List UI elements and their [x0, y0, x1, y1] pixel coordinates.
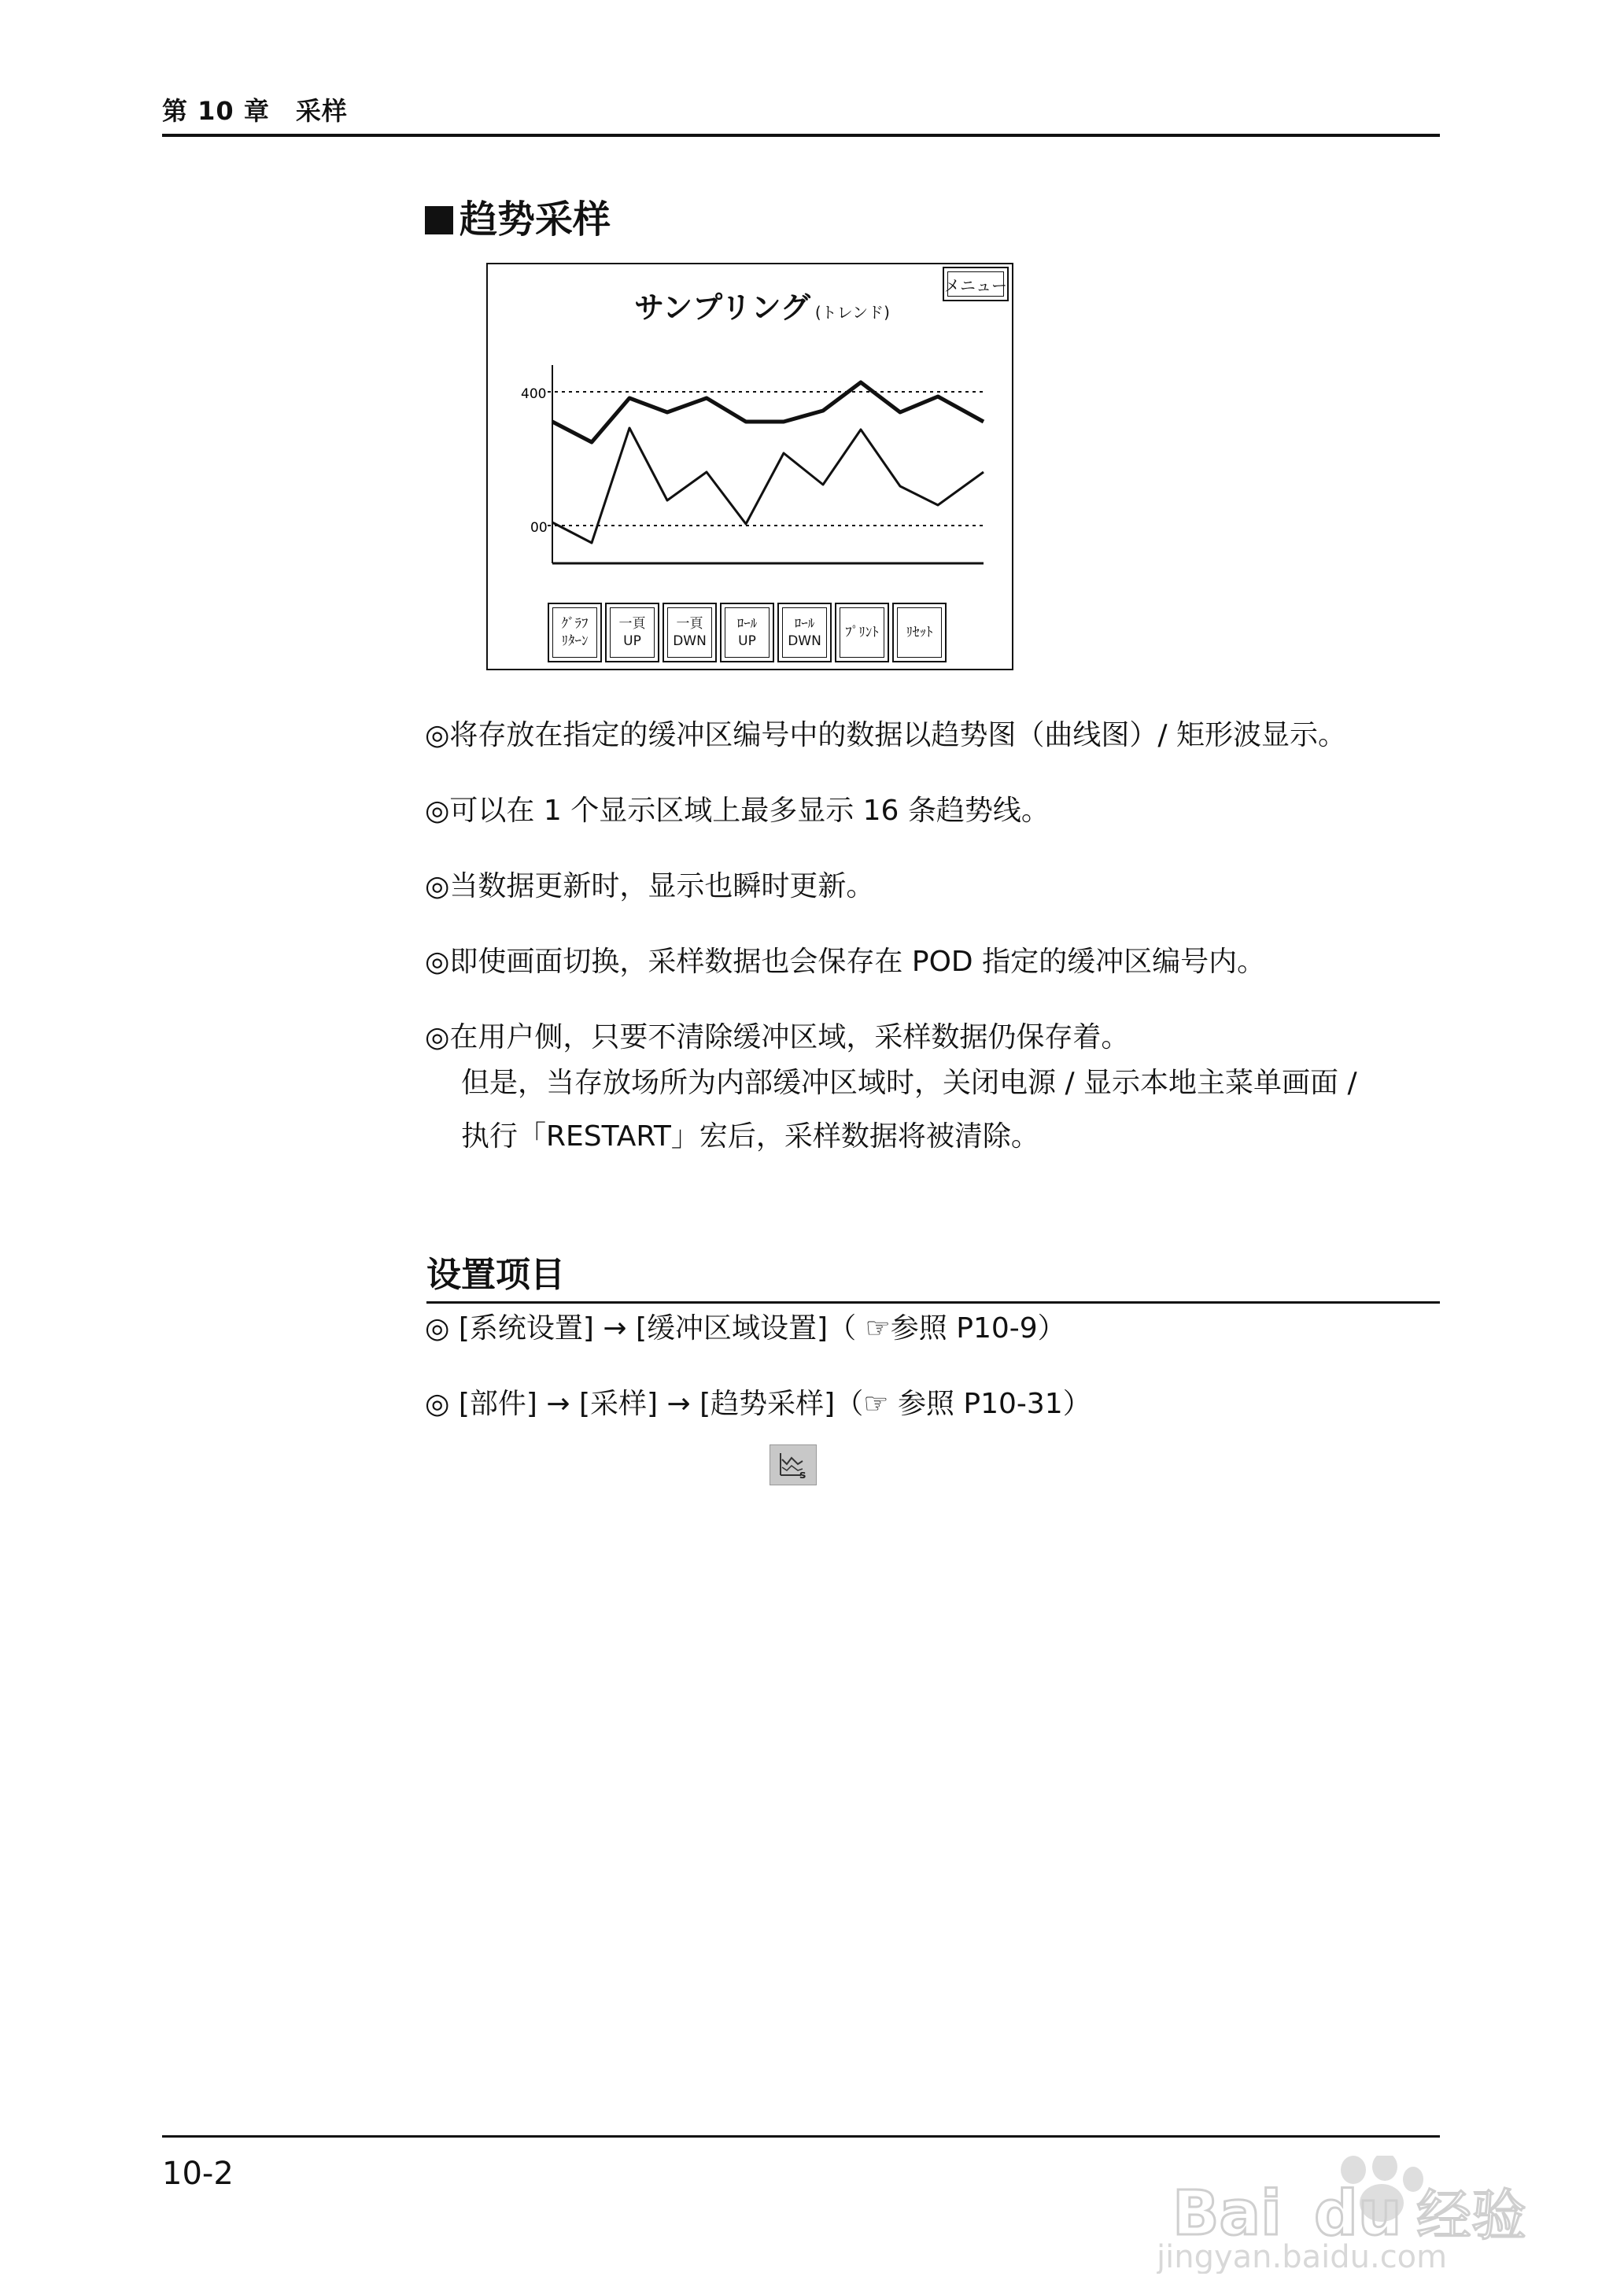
bullet-paragraph: ◎可以在 1 个显示区域上最多显示 16 条趋势线。	[425, 795, 1050, 827]
y-tick-label-400: 400	[521, 386, 547, 402]
settings-rule	[426, 1301, 1440, 1304]
baidu-paw-logo	[1157, 2156, 1550, 2274]
svg-text:经验: 经验	[1416, 2183, 1526, 2248]
graph-return-button[interactable]: ｸﾞﾗﾌ ﾘﾀｰﾝ	[548, 603, 602, 662]
trend-screen-mockup	[486, 263, 1013, 670]
bullet-paragraph: ◎即使画面切换，采样数据也会保存在 POD 指定的缓冲区编号内。	[425, 946, 1266, 978]
section-title-text: 趋势采样	[460, 197, 611, 242]
header-rule	[162, 134, 1440, 137]
bullet-continuation: 执行「RESTART」宏后，采样数据将被清除。	[461, 1120, 1039, 1153]
square-bullet-icon	[425, 206, 453, 234]
roll-up-button[interactable]: ﾛｰﾙ UP	[720, 603, 774, 662]
roll-down-button[interactable]: ﾛｰﾙ DWN	[777, 603, 832, 662]
section-title	[425, 189, 611, 243]
page-number: 10-2	[162, 2156, 234, 2192]
trend-chart	[488, 264, 1013, 595]
screen-title: サンプリング (トレンド)	[634, 290, 890, 325]
reset-button[interactable]: ﾘｾｯﾄ	[892, 603, 947, 662]
page-up-button[interactable]: 一頁 UP	[605, 603, 659, 662]
settings-item: ◎ [部件] → [采样] → [趋势采样]（☞ 参照 P10-31）	[425, 1388, 1091, 1420]
print-button[interactable]: ﾌﾟﾘﾝﾄ	[835, 603, 889, 662]
chapter-header: 第 10 章 采样	[162, 96, 348, 126]
menu-button[interactable]: メニュー	[943, 267, 1009, 301]
page-down-button[interactable]: 一頁 DWN	[663, 603, 717, 662]
settings-title: 设置项目	[426, 1255, 565, 1295]
bullet-paragraph: ◎当数据更新时，显示也瞬时更新。	[425, 870, 875, 902]
svg-text:jingyan.baidu.com: jingyan.baidu.com	[1157, 2239, 1448, 2274]
footer-rule	[162, 2135, 1440, 2138]
settings-item: ◎ [系统设置] → [缓冲区域设置]（ ☞参照 P10-9）	[425, 1312, 1066, 1345]
baidu-watermark	[1157, 2156, 1550, 2274]
function-key-row	[548, 603, 947, 662]
svg-text:s: s	[799, 1469, 806, 1480]
bullet-paragraph: ◎将存放在指定的缓冲区编号中的数据以趋势图（曲线图）/ 矩形波显示。	[425, 719, 1346, 751]
screen-title-sub: (トレンド)	[814, 303, 890, 322]
trend-chart-icon	[776, 1450, 810, 1480]
svg-text:Bai: Bai	[1172, 2178, 1282, 2249]
trend-sampling-tool-icon[interactable]	[770, 1444, 817, 1485]
bullet-paragraph: ◎在用户侧，只要不清除缓冲区域，采样数据仍保存着。	[425, 1021, 1130, 1053]
svg-text:du: du	[1314, 2178, 1402, 2249]
y-tick-label-00: 00	[530, 520, 548, 536]
bullet-continuation: 但是，当存放场所为内部缓冲区域时，关闭电源 / 显示本地主菜单画面 /	[461, 1067, 1357, 1099]
